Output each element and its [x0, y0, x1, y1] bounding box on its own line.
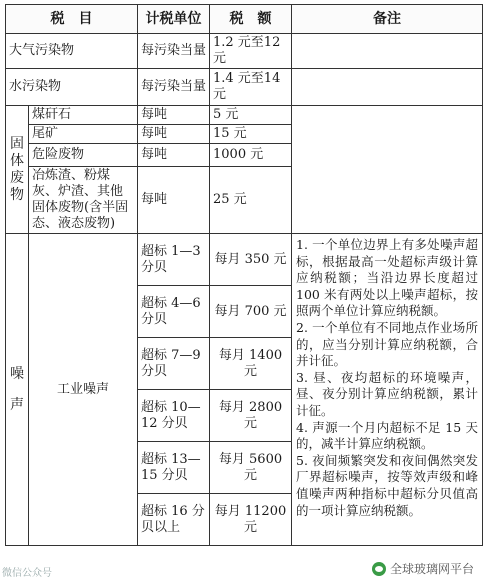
item-unit: 每吨	[138, 125, 210, 144]
table-row	[6, 234, 483, 286]
noise-level: 超标 4—6分贝	[138, 286, 210, 338]
item-unit: 每污染当量	[138, 34, 210, 69]
tax-table	[5, 4, 483, 546]
watermark	[370, 560, 476, 577]
item-name: 危险废物	[29, 144, 138, 167]
table-row	[6, 106, 483, 125]
noise-amount: 每月 1400元	[210, 338, 292, 390]
item-notes	[292, 69, 483, 106]
item-amount: 1.4 元至14元	[210, 69, 292, 106]
header-row	[6, 5, 483, 34]
item-name: 冶炼渣、粉煤灰、炉渣、其他固体废物(含半固态、液态废物)	[29, 167, 138, 234]
item-amount: 1.2 元至12元	[210, 34, 292, 69]
noise-level: 超标 16 分贝以上	[138, 494, 210, 546]
item-notes	[292, 34, 483, 69]
item-unit: 每污染当量	[138, 69, 210, 106]
table-row	[6, 34, 483, 69]
header-tax-item: 税 目	[6, 5, 138, 34]
watermark-text: 全球玻璃网平台	[389, 562, 474, 576]
header-amount: 税 额	[210, 5, 292, 34]
noise-amount: 每月 350 元	[210, 234, 292, 286]
item-amount: 1000 元	[210, 144, 292, 167]
header-notes: 备注	[292, 5, 483, 34]
noise-level: 超标 7—9分贝	[138, 338, 210, 390]
item-name: 大气污染物	[6, 34, 138, 69]
industrial-noise-label: 工业噪声	[29, 234, 138, 546]
noise-group-label: 噪 声	[6, 234, 29, 546]
watermark-left: 微信公众号	[2, 568, 52, 579]
noise-notes	[292, 234, 483, 546]
solid-waste-group-label: 固 体 废 物	[6, 106, 29, 234]
item-name: 尾矿	[29, 125, 138, 144]
item-amount: 25 元	[210, 167, 292, 234]
note-item: 1. 一个单位边界上有多处噪声超标，根据最高一处超标声级计算应纳税额；当沿边界长度超过 100 米有两处以上噪声超标，按照两个单位计算应纳税额。	[296, 237, 478, 319]
item-name: 煤矸石	[29, 106, 138, 125]
note-item: 3. 昼、夜均超标的环境噪声，昼、夜分别计算应纳税额，累计计征。	[296, 369, 478, 418]
table-row	[6, 69, 483, 106]
item-unit: 每吨	[138, 167, 210, 234]
noise-amount: 每月 11200元	[210, 494, 292, 546]
noise-level: 超标 13—15 分贝	[138, 442, 210, 494]
item-notes	[292, 106, 483, 234]
note-item: 4. 声源一个月内超标不足 15 天的，减半计算应纳税额。	[296, 419, 478, 452]
noise-level: 超标 10—12 分贝	[138, 390, 210, 442]
note-item: 2. 一个单位有不同地点作业场所的，应当分别计算应纳税额，合并计征。	[296, 319, 478, 369]
noise-level: 超标 1—3分贝	[138, 234, 210, 286]
item-amount: 5 元	[210, 106, 292, 125]
noise-amount: 每月 2800元	[210, 390, 292, 442]
item-unit: 每吨	[138, 106, 210, 125]
item-amount: 15 元	[210, 125, 292, 144]
item-name: 水污染物	[6, 69, 138, 106]
header-unit: 计税单位	[138, 5, 210, 34]
noise-amount: 每月 5600元	[210, 442, 292, 494]
note-item: 5. 夜间频繁突发和夜间偶然突发厂界超标噪声，按等效声级和峰值噪声两种指标中超标分贝值高的一项计算应纳税额。	[296, 452, 478, 518]
wechat-icon	[372, 562, 386, 576]
item-unit: 每吨	[138, 144, 210, 167]
noise-amount: 每月 700 元	[210, 286, 292, 338]
